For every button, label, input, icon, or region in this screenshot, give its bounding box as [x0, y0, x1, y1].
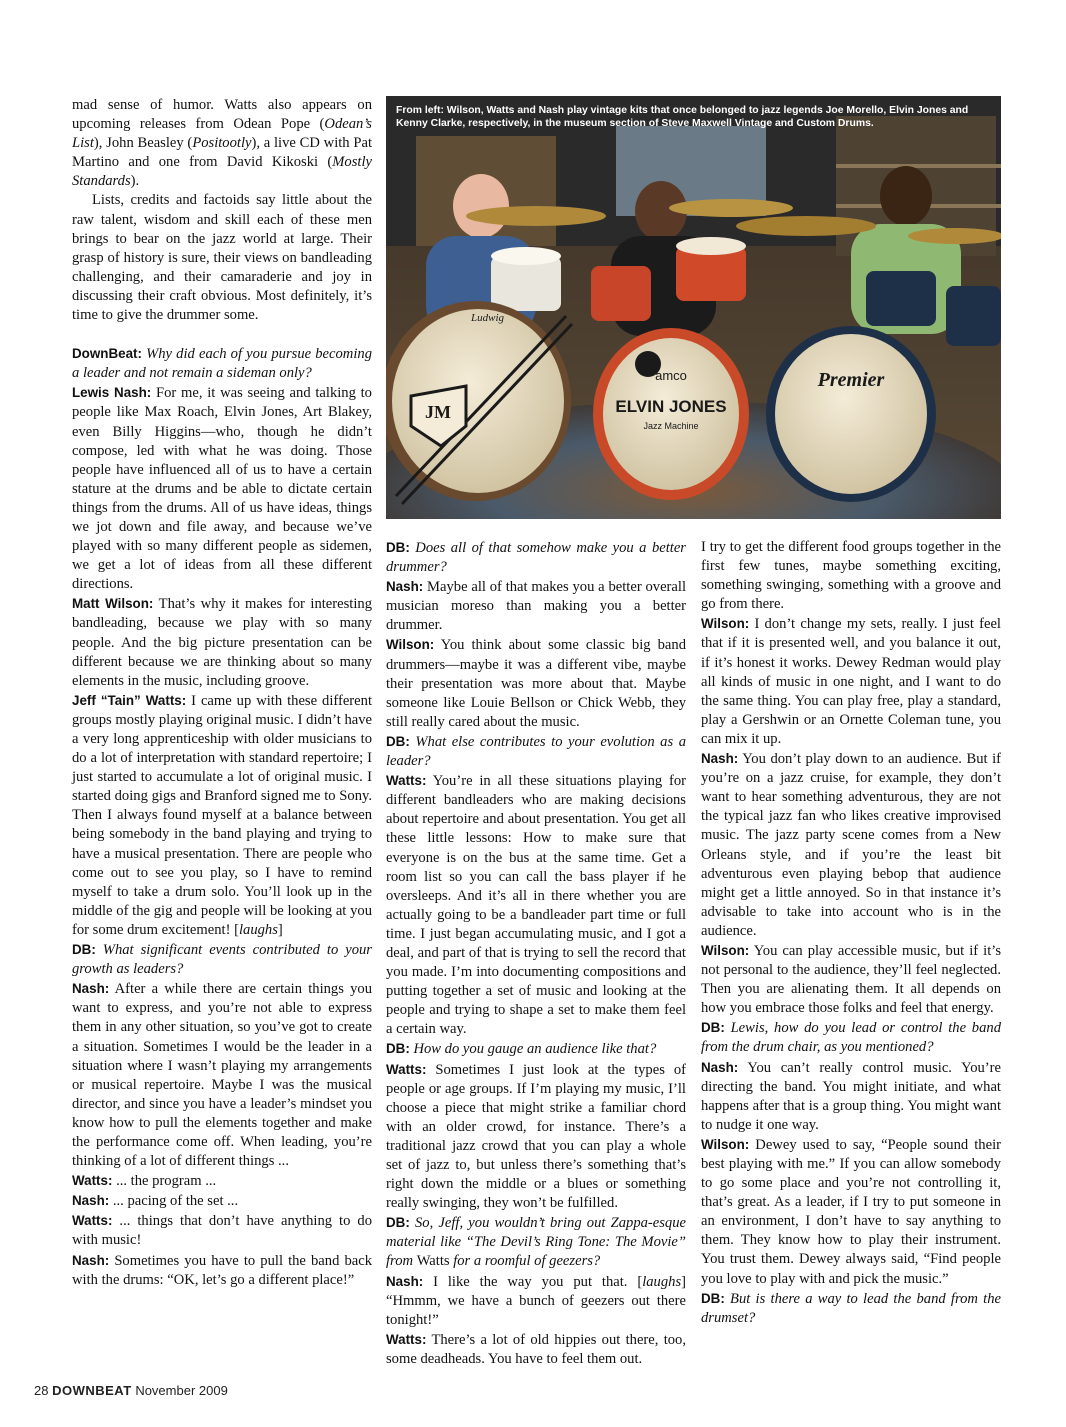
amco-logo: amco — [655, 368, 687, 383]
interview-answer: Nash: ... pacing of the set ... — [72, 1193, 239, 1210]
interview-answer: Watts: There’s a lot of old hippies out there, too, some deadheads. You have to feel them out. — [386, 1331, 686, 1367]
issue-date: November 2009 — [135, 1383, 228, 1398]
interview-answer: Nash: Maybe all of that makes you a better overall musician moreso than making you a better drummer. — [386, 579, 686, 634]
interview-answer: Wilson: Dewey used to say, “People sound their best playing with me.” If you can allow somebody to go some place and you’re not controlling it, that’s great. As a leader, if I try to put someone in an environment, I don’t have to say anything to them. They know how to play their instrument. You trust them. Dewey always said, “Find people you love to play with and pick the music.” — [701, 1136, 1001, 1287]
article-column-2 — [386, 538, 686, 1369]
magazine-name: DOWNBEAT — [52, 1383, 132, 1398]
interview-question: DB: What significant events contributed to your growth as leaders? — [72, 942, 372, 978]
interview-answer: Wilson: You think about some classic big band drummers—maybe it was a different vibe, maybe their presentation was more about that. Maybe someone like Louie Bellson or Chick Webb, they still really cared about the music. — [386, 637, 686, 730]
elvin-jones-logo: ELVIN JONES — [615, 397, 727, 416]
interview-answer: Jeff “Tain” Watts: I came up with these different groups mostly playing original music. I didn’t have a very long apprenticeship with older musicians to do a lot of interpretation with standard repertoire; I just started to accumulate a lot of original music. I started doing gigs and Branford signed me to Sony. Then I always found myself at a balance between being somebody in the band playing and trying to have a musical presentation. There are people who come out to see you play, so I have to remind myself to take a drum solo. You’ll look up in the middle of the gig and people will be looking at you for some drum excitement! [laughs] — [72, 692, 372, 938]
interview-question: DB: How do you gauge an audience like that? — [386, 1041, 657, 1058]
page-footer — [34, 1383, 228, 1398]
ludwig-logo: Ludwig — [471, 312, 505, 324]
interview-answer: Matt Wilson: That’s why it makes for interesting bandleading, because we play with so many people. And the big picture presentation can be different because we are thinking about so many elements in the music, including groove. — [72, 596, 372, 689]
interview-answer: Nash: Sometimes you have to pull the band back with the drums: “OK, let’s go a different place!” — [72, 1252, 372, 1288]
interview-question: DB: Lewis, how do you lead or control the band from the drum chair, as you mentioned? — [701, 1020, 1001, 1056]
interview-answer: Nash: I like the way you put that. [laughs] “Hmmm, we have a bunch of geezers out there tonight!” — [386, 1273, 686, 1328]
interview-question: DB: Does all of that somehow make you a better drummer? — [386, 540, 686, 576]
interview-answer: Wilson: You can play accessible music, but if it’s not personal to the audience, they’ll feel neglected. Then you are alienating them. It all depends on how you embrace those folks and feel that energy. — [701, 942, 1001, 1017]
article-column-1 — [72, 96, 372, 1290]
interview-answer: Watts: You’re in all these situations playing for different bandleaders who are making decisions about repertoire and about presentation. You get all these little lessons: How to make sure that everyone is on the bus at the same time. Get a room list so you can call the bass player if he oversleeps. And it’s all in there whether you are actually going to be a bandleader part time or full time. I just began accumulating music, and I got a deal, and part of that is trying to sell the record that you made. I’m into documenting compositions and putting together a set of music and looking at the people and trying to shape a set to make them feel a certain way. — [386, 773, 687, 1038]
interview-answer: Watts: Sometimes I just look at the types of people or age groups. If I’m playing my music, I’ll choose a piece that might strike a familiar chord with an older crowd, for instance. There’s a traditional jazz crowd that you can play a whole set of jazz to, but unless there’s something that’s right down the middle or a blues or something really swinging, they won’t be fulfilled. — [386, 1061, 686, 1212]
paragraph: mad sense of humor. Watts also appears on upcoming releases from Odean Pope (Odean’s List), John Beasley (Positootly), a live CD with Pat Martino and one from David Kikoski (Mostly Standards). — [72, 97, 372, 190]
interview-question: DB: But is there a way to lead the band from the drumset? — [701, 1290, 1001, 1326]
jazz-machine-logo: Jazz Machine — [643, 421, 699, 431]
interview-answer: Nash: After a while there are certain things you want to express, and you’re not able to express them in any other situation, so you’ve got to create a situation. Sometimes I would be the leader in a situation where I wasn’t playing my arrangements or musical repertoire. Maybe I was the musical director, and since you have a leader’s mindset you know how to pull the elements together and make the performance come off. When leading, you’re thinking of a lot of different things ... — [72, 981, 373, 1170]
page-number: 28 — [34, 1383, 49, 1398]
interview-question: DB: So, Jeff, you wouldn’t bring out Zappa-esque material like “The Devil’s Ring Tone: The Movie” from Watts for a roomful of geezers? — [386, 1215, 687, 1270]
article-column-3 — [701, 538, 1001, 1328]
interview-answer: Watts: ... the program ... — [72, 1173, 217, 1190]
interview-answer: Nash: You can’t really control music. You’re directing the band. You might initiate, and what happens after that is a group thing. You might want to nudge it one way. — [701, 1059, 1001, 1133]
photo-caption: From left: Wilson, Watts and Nash play vintage kits that once belonged to jazz legends Joe Morello, Elvin Jones and Kenny Clarke, respectively, in the museum section of Steve Maxwell Vintage and Custom Drums. — [396, 105, 969, 129]
jm-logo: JM — [425, 402, 451, 422]
premier-logo: Premier — [817, 369, 885, 391]
interview-question: DownBeat: Why did each of you pursue becoming a leader and not remain a sideman only? — [72, 346, 372, 382]
interview-answer: Lewis Nash: For me, it was seeing and talking to people like Max Roach, Elvin Jones, Art Blakey, even Billy Higgins—who, though he didn’t compose, led with what he was doing. Those people have influenced all of us to have a certain stature at the drums and be able to dictate certain things from the drums. All of us have ideas, things we jot down and file away, and because we’ve played with so many different people as sidemen, we get a lot of ideas from all these different directions. — [72, 385, 372, 593]
interview-answer: Watts: ... things that don’t have anything to do with music! — [72, 1213, 372, 1249]
interview-answer: Nash: You don’t play down to an audience. But if you’re on a jazz cruise, for example, they don’t want to hear something adventurous, they are not the typical jazz fan who likes creative improvised music. The jazz party scene comes from a New Orleans style, and if you’re the least bit adventurous even playing bebop that audience might get a little annoyed. So in that instance it’s advisable to take into account who is in the audience. — [701, 751, 1001, 939]
paragraph: Lists, credits and factoids say little about the raw talent, wisdom and skill each of these men brings to bear on the jazz world at large. Their grasp of history is sure, their views on bandleading challenging, and their camaraderie and joy in discussing their craft obvious. Most definitely, it’s time to give the drummer some. — [72, 192, 372, 324]
paragraph: I try to get the different food groups together in the first few tunes, maybe something exciting, something swinging, something with a groove and go from there. — [701, 539, 1001, 613]
interview-question: DB: What else contributes to your evolution as a leader? — [386, 733, 686, 770]
interview-answer: Wilson: I don’t change my sets, really. I just feel that if it is presented well, and you balance it out, if it’s honest it works. Dewey Redman would play all kinds of music in one night, and I want to do the same thing. You can play free, play a standard, play a Gershwin or an Ornette Coleman tune, you can mix it up. — [701, 616, 1001, 747]
drummers-photo — [386, 96, 1001, 519]
photo-illustration — [386, 96, 1001, 519]
